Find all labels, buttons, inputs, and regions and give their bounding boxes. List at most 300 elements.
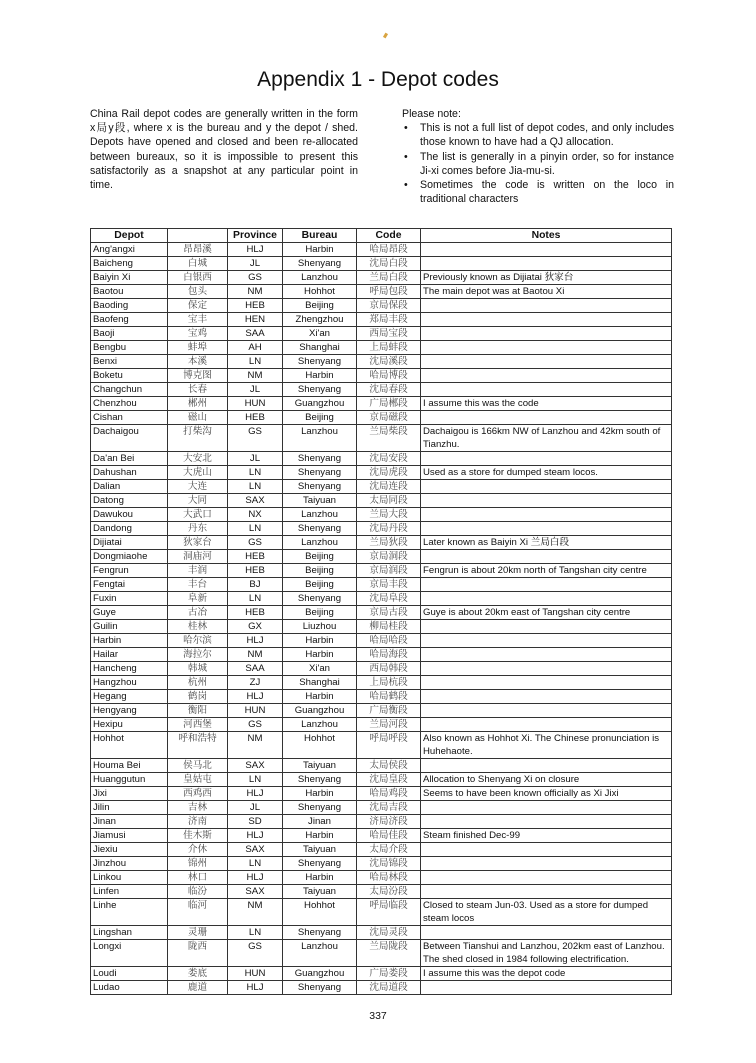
depot-name-cell: Dijiatai bbox=[91, 536, 168, 550]
depot-code-cell: 上局杭段 bbox=[357, 676, 421, 690]
bureau-cell: Lanzhou bbox=[283, 536, 357, 550]
bureau-cell: Hohhot bbox=[283, 732, 357, 759]
bureau-cell: Harbin bbox=[283, 648, 357, 662]
table-row bbox=[91, 494, 672, 508]
province-cell: ZJ bbox=[228, 676, 283, 690]
depot-name-cell: Baicheng bbox=[91, 257, 168, 271]
depot-name-cell: Loudi bbox=[91, 967, 168, 981]
depot-name-cell: Hohhot bbox=[91, 732, 168, 759]
notes-cell bbox=[421, 926, 672, 940]
table-row bbox=[91, 648, 672, 662]
depot-name-cell: Hengyang bbox=[91, 704, 168, 718]
depot-code-cell: 兰局柴段 bbox=[357, 425, 421, 452]
table-row bbox=[91, 662, 672, 676]
depot-name-cell: Fuxin bbox=[91, 592, 168, 606]
notes-heading: Please note: bbox=[402, 108, 461, 120]
depot-chinese-cell: 磁山 bbox=[168, 411, 228, 425]
bureau-cell: Guangzhou bbox=[283, 967, 357, 981]
table-row bbox=[91, 885, 672, 899]
province-cell: HUN bbox=[228, 704, 283, 718]
province-cell: HEB bbox=[228, 606, 283, 620]
province-cell: HEN bbox=[228, 313, 283, 327]
bureau-cell: Beijing bbox=[283, 578, 357, 592]
depot-chinese-cell: 白银西 bbox=[168, 271, 228, 285]
depot-code-cell: 太局同段 bbox=[357, 494, 421, 508]
bureau-cell: Shenyang bbox=[283, 801, 357, 815]
depot-code-cell: 西局宝段 bbox=[357, 327, 421, 341]
notes-cell: Guye is about 20km east of Tangshan city centre bbox=[421, 606, 672, 620]
province-cell: GS bbox=[228, 425, 283, 452]
depot-name-cell: Linhe bbox=[91, 899, 168, 926]
depot-name-cell: Datong bbox=[91, 494, 168, 508]
depot-chinese-cell: 林口 bbox=[168, 871, 228, 885]
bureau-cell: Liuzhou bbox=[283, 620, 357, 634]
depot-name-cell: Cishan bbox=[91, 411, 168, 425]
depot-chinese-cell: 昂昂溪 bbox=[168, 243, 228, 257]
table-row bbox=[91, 981, 672, 995]
depot-chinese-cell: 丰台 bbox=[168, 578, 228, 592]
notes-cell: I assume this was the code bbox=[421, 397, 672, 411]
bureau-cell: Shenyang bbox=[283, 773, 357, 787]
table-row bbox=[91, 759, 672, 773]
bureau-cell: Xi'an bbox=[283, 662, 357, 676]
bureau-cell: Taiyuan bbox=[283, 759, 357, 773]
notes-cell bbox=[421, 759, 672, 773]
notes-cell: Closed to steam Jun-03. Used as a store for dumped steam locos bbox=[421, 899, 672, 926]
depot-name-cell: Harbin bbox=[91, 634, 168, 648]
notes-cell bbox=[421, 480, 672, 494]
bureau-cell: Shenyang bbox=[283, 480, 357, 494]
bureau-cell: Harbin bbox=[283, 690, 357, 704]
depot-chinese-cell: 陇西 bbox=[168, 940, 228, 967]
table-row bbox=[91, 564, 672, 578]
table-row bbox=[91, 704, 672, 718]
province-cell: HEB bbox=[228, 411, 283, 425]
depot-code-cell: 哈局鹤段 bbox=[357, 690, 421, 704]
notes-cell bbox=[421, 383, 672, 397]
notes-cell bbox=[421, 676, 672, 690]
depot-code-cell: 沈局安段 bbox=[357, 452, 421, 466]
province-cell: NM bbox=[228, 285, 283, 299]
depot-chinese-cell: 宝鸡 bbox=[168, 327, 228, 341]
depot-name-cell: Hangzhou bbox=[91, 676, 168, 690]
table-row bbox=[91, 843, 672, 857]
bureau-cell: Shenyang bbox=[283, 257, 357, 271]
depot-chinese-cell: 长春 bbox=[168, 383, 228, 397]
bureau-cell: Harbin bbox=[283, 829, 357, 843]
bureau-cell: Xi'an bbox=[283, 327, 357, 341]
depot-name-cell: Chenzhou bbox=[91, 397, 168, 411]
bureau-cell: Hohhot bbox=[283, 285, 357, 299]
notes-cell: Previously known as Dijiatai 狄家台 bbox=[421, 271, 672, 285]
notes-cell bbox=[421, 452, 672, 466]
depot-name-cell: Bengbu bbox=[91, 341, 168, 355]
province-cell: LN bbox=[228, 522, 283, 536]
bureau-cell: Lanzhou bbox=[283, 718, 357, 732]
province-cell: SAX bbox=[228, 494, 283, 508]
bureau-cell: Lanzhou bbox=[283, 271, 357, 285]
depot-name-cell: Fengtai bbox=[91, 578, 168, 592]
depot-name-cell: Jilin bbox=[91, 801, 168, 815]
depot-name-cell: Baoji bbox=[91, 327, 168, 341]
province-cell: HUN bbox=[228, 967, 283, 981]
depot-chinese-cell: 狄家台 bbox=[168, 536, 228, 550]
notes-cell bbox=[421, 355, 672, 369]
table-row bbox=[91, 857, 672, 871]
bureau-cell: Shanghai bbox=[283, 676, 357, 690]
depot-name-cell: Huanggutun bbox=[91, 773, 168, 787]
depot-name-cell: Benxi bbox=[91, 355, 168, 369]
depot-code-cell: 太局汾段 bbox=[357, 885, 421, 899]
province-cell: LN bbox=[228, 480, 283, 494]
depot-chinese-cell: 大同 bbox=[168, 494, 228, 508]
depot-code-cell: 呼局呼段 bbox=[357, 732, 421, 759]
province-cell: GS bbox=[228, 271, 283, 285]
depot-name-cell: Linkou bbox=[91, 871, 168, 885]
depot-name-cell: Hailar bbox=[91, 648, 168, 662]
bureau-cell: Hohhot bbox=[283, 899, 357, 926]
note-item: • This is not a full list of depot codes, and only includes those known to have had a QJ allocation. bbox=[420, 121, 674, 149]
table-row bbox=[91, 383, 672, 397]
depot-chinese-cell: 佳木斯 bbox=[168, 829, 228, 843]
table-row bbox=[91, 425, 672, 452]
province-cell: LN bbox=[228, 355, 283, 369]
table-row bbox=[91, 801, 672, 815]
depot-code-cell: 西局韩段 bbox=[357, 662, 421, 676]
depot-name-cell: Fengrun bbox=[91, 564, 168, 578]
depot-name-cell: Baoding bbox=[91, 299, 168, 313]
header-depot: Depot bbox=[91, 229, 168, 243]
depot-code-cell: 兰局河段 bbox=[357, 718, 421, 732]
bureau-cell: Shenyang bbox=[283, 522, 357, 536]
depot-code-cell: 沈局道段 bbox=[357, 981, 421, 995]
depot-chinese-cell: 衡阳 bbox=[168, 704, 228, 718]
depot-code-cell: 沈局皇段 bbox=[357, 773, 421, 787]
province-cell: JL bbox=[228, 801, 283, 815]
depot-chinese-cell: 博克图 bbox=[168, 369, 228, 383]
province-cell: LN bbox=[228, 466, 283, 480]
depot-name-cell: Ang'angxi bbox=[91, 243, 168, 257]
notes-cell bbox=[421, 327, 672, 341]
table-row bbox=[91, 411, 672, 425]
depot-chinese-cell: 鹿道 bbox=[168, 981, 228, 995]
province-cell: SAA bbox=[228, 662, 283, 676]
table-row bbox=[91, 355, 672, 369]
depot-name-cell: Baiyin Xi bbox=[91, 271, 168, 285]
bureau-cell: Harbin bbox=[283, 243, 357, 257]
depot-code-cell: 呼局临段 bbox=[357, 899, 421, 926]
depot-code-cell: 哈局昂段 bbox=[357, 243, 421, 257]
scan-mark bbox=[383, 33, 388, 39]
bureau-cell: Beijing bbox=[283, 299, 357, 313]
depot-code-cell: 柳局桂段 bbox=[357, 620, 421, 634]
depot-code-cell: 沈局连段 bbox=[357, 480, 421, 494]
table-row bbox=[91, 634, 672, 648]
notes-list bbox=[402, 121, 674, 206]
intro-paragraph: China Rail depot codes are generally written in the form x局y段, where x is the bureau and y the depot / shed. Depots have opened and closed and been re-allocated between bureaux, so it is impossible to present this satisfactorily as a snapshot at any particular point in time. bbox=[90, 108, 358, 192]
notes-cell bbox=[421, 981, 672, 995]
province-cell: GX bbox=[228, 620, 283, 634]
bureau-cell: Beijing bbox=[283, 550, 357, 564]
depot-chinese-cell: 大武口 bbox=[168, 508, 228, 522]
depot-name-cell: Da'an Bei bbox=[91, 452, 168, 466]
table-body bbox=[91, 243, 672, 995]
depot-code-cell: 京局润段 bbox=[357, 564, 421, 578]
province-cell: AH bbox=[228, 341, 283, 355]
depot-name-cell: Ludao bbox=[91, 981, 168, 995]
bureau-cell: Jinan bbox=[283, 815, 357, 829]
depot-chinese-cell: 打柴沟 bbox=[168, 425, 228, 452]
table-row bbox=[91, 718, 672, 732]
notes-cell: Dachaigou is 166km NW of Lanzhou and 42km south of Tianzhu. bbox=[421, 425, 672, 452]
bureau-cell: Beijing bbox=[283, 564, 357, 578]
depot-code-cell: 呼局包段 bbox=[357, 285, 421, 299]
header-chinese bbox=[168, 229, 228, 243]
province-cell: SAX bbox=[228, 885, 283, 899]
depot-code-cell: 沈局白段 bbox=[357, 257, 421, 271]
notes-cell bbox=[421, 648, 672, 662]
province-cell: JL bbox=[228, 452, 283, 466]
notes-cell bbox=[421, 634, 672, 648]
province-cell: NM bbox=[228, 732, 283, 759]
notes-cell bbox=[421, 620, 672, 634]
table-row bbox=[91, 592, 672, 606]
table-row bbox=[91, 480, 672, 494]
province-cell: LN bbox=[228, 926, 283, 940]
province-cell: BJ bbox=[228, 578, 283, 592]
bureau-cell: Lanzhou bbox=[283, 508, 357, 522]
notes-cell bbox=[421, 369, 672, 383]
depot-code-cell: 兰局大段 bbox=[357, 508, 421, 522]
table-row bbox=[91, 815, 672, 829]
header-province: Province bbox=[228, 229, 283, 243]
depot-code-cell: 京局丰段 bbox=[357, 578, 421, 592]
depot-chinese-cell: 蚌埠 bbox=[168, 341, 228, 355]
province-cell: HLJ bbox=[228, 690, 283, 704]
notes-cell bbox=[421, 341, 672, 355]
notes-cell bbox=[421, 801, 672, 815]
table-row bbox=[91, 940, 672, 967]
bureau-cell: Beijing bbox=[283, 606, 357, 620]
depot-chinese-cell: 灵珊 bbox=[168, 926, 228, 940]
bureau-cell: Harbin bbox=[283, 369, 357, 383]
bureau-cell: Shanghai bbox=[283, 341, 357, 355]
depot-name-cell: Guilin bbox=[91, 620, 168, 634]
table-row bbox=[91, 829, 672, 843]
notes-cell bbox=[421, 243, 672, 257]
table-row bbox=[91, 341, 672, 355]
province-cell: HUN bbox=[228, 397, 283, 411]
table-row bbox=[91, 690, 672, 704]
depot-chinese-cell: 丰润 bbox=[168, 564, 228, 578]
depot-chinese-cell: 韩城 bbox=[168, 662, 228, 676]
notes-cell: Seems to have been known officially as Xi Jixi bbox=[421, 787, 672, 801]
province-cell: NX bbox=[228, 508, 283, 522]
depot-name-cell: Longxi bbox=[91, 940, 168, 967]
depot-name-cell: Hegang bbox=[91, 690, 168, 704]
notes-cell: Allocation to Shenyang Xi on closure bbox=[421, 773, 672, 787]
depot-code-cell: 济局济段 bbox=[357, 815, 421, 829]
depot-chinese-cell: 包头 bbox=[168, 285, 228, 299]
province-cell: HLJ bbox=[228, 829, 283, 843]
depot-name-cell: Hexipu bbox=[91, 718, 168, 732]
notes-cell bbox=[421, 508, 672, 522]
table-row bbox=[91, 899, 672, 926]
notes-cell bbox=[421, 494, 672, 508]
bureau-cell: Shenyang bbox=[283, 592, 357, 606]
table-row bbox=[91, 313, 672, 327]
depot-code-cell: 郑局丰段 bbox=[357, 313, 421, 327]
province-cell: HLJ bbox=[228, 787, 283, 801]
depot-code-cell: 兰局陇段 bbox=[357, 940, 421, 967]
depot-chinese-cell: 宝丰 bbox=[168, 313, 228, 327]
depot-chinese-cell: 呼和浩特 bbox=[168, 732, 228, 759]
depot-name-cell: Jinan bbox=[91, 815, 168, 829]
province-cell: HEB bbox=[228, 550, 283, 564]
depot-chinese-cell: 桂林 bbox=[168, 620, 228, 634]
notes-cell bbox=[421, 885, 672, 899]
notes-cell bbox=[421, 411, 672, 425]
depot-name-cell: Jixi bbox=[91, 787, 168, 801]
depot-name-cell: Dahushan bbox=[91, 466, 168, 480]
depot-chinese-cell: 临河 bbox=[168, 899, 228, 926]
depot-codes-table bbox=[90, 228, 672, 995]
depot-name-cell: Linfen bbox=[91, 885, 168, 899]
bureau-cell: Shenyang bbox=[283, 926, 357, 940]
notes-section bbox=[402, 107, 674, 206]
bureau-cell: Taiyuan bbox=[283, 843, 357, 857]
depot-code-cell: 沈局灵段 bbox=[357, 926, 421, 940]
depot-code-cell: 太局介段 bbox=[357, 843, 421, 857]
notes-cell bbox=[421, 299, 672, 313]
depot-chinese-cell: 济南 bbox=[168, 815, 228, 829]
table-row bbox=[91, 620, 672, 634]
depot-code-cell: 广局衡段 bbox=[357, 704, 421, 718]
bureau-cell: Harbin bbox=[283, 634, 357, 648]
depot-name-cell: Dalian bbox=[91, 480, 168, 494]
depot-name-cell: Guye bbox=[91, 606, 168, 620]
depot-code-cell: 沈局溪段 bbox=[357, 355, 421, 369]
table-row bbox=[91, 466, 672, 480]
table-row bbox=[91, 773, 672, 787]
depot-name-cell: Jinzhou bbox=[91, 857, 168, 871]
notes-cell bbox=[421, 704, 672, 718]
depot-name-cell: Changchun bbox=[91, 383, 168, 397]
province-cell: SD bbox=[228, 815, 283, 829]
table-row bbox=[91, 787, 672, 801]
depot-chinese-cell: 丹东 bbox=[168, 522, 228, 536]
depot-name-cell: Dawukou bbox=[91, 508, 168, 522]
depot-name-cell: Dachaigou bbox=[91, 425, 168, 452]
notes-cell bbox=[421, 843, 672, 857]
province-cell: LN bbox=[228, 773, 283, 787]
notes-cell: Also known as Hohhot Xi. The Chinese pronunciation is Huhehaote. bbox=[421, 732, 672, 759]
depot-chinese-cell: 临汾 bbox=[168, 885, 228, 899]
depot-name-cell: Baotou bbox=[91, 285, 168, 299]
province-cell: NM bbox=[228, 899, 283, 926]
notes-cell bbox=[421, 857, 672, 871]
depot-chinese-cell: 保定 bbox=[168, 299, 228, 313]
depot-chinese-cell: 吉林 bbox=[168, 801, 228, 815]
bureau-cell: Beijing bbox=[283, 411, 357, 425]
note-item: • The list is generally in a pinyin order, so for instance Ji-xi comes before Jia-mu-si. bbox=[420, 150, 674, 178]
province-cell: HLJ bbox=[228, 243, 283, 257]
depot-name-cell: Jiamusi bbox=[91, 829, 168, 843]
depot-chinese-cell: 介休 bbox=[168, 843, 228, 857]
bureau-cell: Shenyang bbox=[283, 466, 357, 480]
table-row bbox=[91, 327, 672, 341]
notes-cell bbox=[421, 313, 672, 327]
bureau-cell: Harbin bbox=[283, 787, 357, 801]
depot-chinese-cell: 大安北 bbox=[168, 452, 228, 466]
province-cell: NM bbox=[228, 369, 283, 383]
note-item: • Sometimes the code is written on the loco in traditional characters bbox=[420, 178, 674, 206]
table-row bbox=[91, 522, 672, 536]
province-cell: JL bbox=[228, 257, 283, 271]
page-title: Appendix 1 - Depot codes bbox=[257, 68, 499, 91]
depot-name-cell: Dandong bbox=[91, 522, 168, 536]
notes-cell bbox=[421, 815, 672, 829]
notes-cell: Fengrun is about 20km north of Tangshan city centre bbox=[421, 564, 672, 578]
depot-chinese-cell: 古冶 bbox=[168, 606, 228, 620]
table-row bbox=[91, 271, 672, 285]
depot-chinese-cell: 杭州 bbox=[168, 676, 228, 690]
table-row bbox=[91, 676, 672, 690]
page-number: 337 bbox=[369, 1010, 387, 1022]
depot-chinese-cell: 大虎山 bbox=[168, 466, 228, 480]
notes-cell: Later known as Baiyin Xi 兰局白段 bbox=[421, 536, 672, 550]
depot-code-cell: 京局保段 bbox=[357, 299, 421, 313]
bureau-cell: Guangzhou bbox=[283, 397, 357, 411]
notes-cell: Between Tianshui and Lanzhou, 202km east of Lanzhou. The shed closed in 1984 following electrification. bbox=[421, 940, 672, 967]
province-cell: NM bbox=[228, 648, 283, 662]
depot-name-cell: Lingshan bbox=[91, 926, 168, 940]
table-header-row bbox=[91, 229, 672, 243]
depot-name-cell: Houma Bei bbox=[91, 759, 168, 773]
table-row bbox=[91, 732, 672, 759]
depot-chinese-cell: 娄底 bbox=[168, 967, 228, 981]
province-cell: HLJ bbox=[228, 634, 283, 648]
depot-chinese-cell: 阜新 bbox=[168, 592, 228, 606]
depot-code-cell: 沈局锦段 bbox=[357, 857, 421, 871]
bureau-cell: Taiyuan bbox=[283, 885, 357, 899]
bureau-cell: Shenyang bbox=[283, 452, 357, 466]
notes-cell bbox=[421, 578, 672, 592]
province-cell: GS bbox=[228, 718, 283, 732]
depot-chinese-cell: 大连 bbox=[168, 480, 228, 494]
depot-code-cell: 哈局海段 bbox=[357, 648, 421, 662]
depot-code-cell: 兰局狄段 bbox=[357, 536, 421, 550]
depot-code-cell: 太局侯段 bbox=[357, 759, 421, 773]
depot-chinese-cell: 哈尔滨 bbox=[168, 634, 228, 648]
table-row bbox=[91, 926, 672, 940]
bureau-cell: Lanzhou bbox=[283, 940, 357, 967]
depot-code-cell: 兰局白段 bbox=[357, 271, 421, 285]
province-cell: HEB bbox=[228, 299, 283, 313]
depot-code-cell: 沈局春段 bbox=[357, 383, 421, 397]
province-cell: GS bbox=[228, 536, 283, 550]
header-bureau: Bureau bbox=[283, 229, 357, 243]
bureau-cell: Shenyang bbox=[283, 355, 357, 369]
depot-chinese-cell: 海拉尔 bbox=[168, 648, 228, 662]
notes-cell: Used as a store for dumped steam locos. bbox=[421, 466, 672, 480]
header-code: Code bbox=[357, 229, 421, 243]
depot-chinese-cell: 郴州 bbox=[168, 397, 228, 411]
table-row bbox=[91, 606, 672, 620]
depot-code-cell: 京局洞段 bbox=[357, 550, 421, 564]
province-cell: LN bbox=[228, 857, 283, 871]
notes-cell: I assume this was the depot code bbox=[421, 967, 672, 981]
